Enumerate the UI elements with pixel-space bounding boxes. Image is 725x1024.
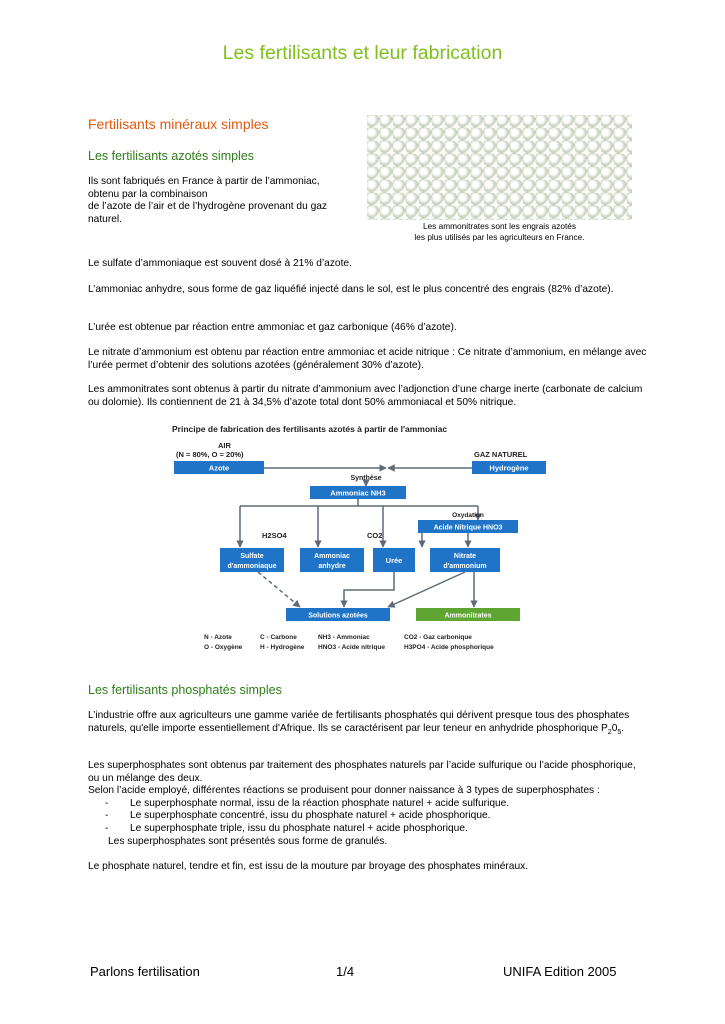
- legend-item: H - Hydrogène: [260, 644, 305, 651]
- footer-page-number: 1/4: [336, 964, 355, 979]
- azotes-paragraph: Le nitrate d’ammonium est obtenu par réaction entre ammoniac et acide nitrique : Ce nitrate d’ammonium, en mélange avec l’urée permet d’obtenir des solutions azotées (généralement 30% d’azote).: [88, 347, 647, 371]
- azotes-paragraph: Le sulfate d’ammoniaque est souvent dosé à 21% d’azote.: [88, 258, 352, 269]
- diagram-title: Principe de fabrication des fertilisants azotés à partir de l'ammoniac: [172, 424, 448, 434]
- azotes-heading: Les fertilisants azotés simples: [88, 149, 255, 163]
- ammonitrate-photo: [367, 115, 632, 220]
- list-item: - Le superphosphate concentré, issu du phosphate naturel + acide phosphorique.: [88, 810, 648, 823]
- subscript: 5: [617, 728, 622, 736]
- sulfate-text: d'ammoniaque: [227, 563, 277, 570]
- intro-line: Ils sont fabriqués en France à partir de l’ammoniac,: [88, 176, 320, 187]
- azote-text: Azote: [208, 463, 230, 473]
- subscript: 2: [607, 728, 612, 736]
- azotes-paragraph: L’ammoniac anhydre, sous forme de gaz liquéfié injecté dans le sol, est le plus concentré des engrais (82% d’azote).: [88, 284, 614, 295]
- list-item: - Le superphosphate triple, issu du phosphate naturel + acide phosphorique.: [88, 823, 648, 836]
- photo-caption: [367, 221, 632, 243]
- sulfate-text: Sulfate: [240, 553, 264, 560]
- photo-caption-line: Les ammonitrates sont les engrais azotés: [422, 221, 577, 231]
- phosphates-text: .: [621, 722, 625, 734]
- legend-item: H3PO4 - Acide phosphorique: [404, 644, 494, 651]
- hydrogene-text: Hydrogène: [489, 463, 529, 473]
- azotes-intro: [88, 176, 358, 226]
- legend-item: NH3 - Ammoniac: [318, 634, 370, 641]
- phosphate-naturel-paragraph: Le phosphate naturel, tendre et fin, est issu de la mouture par broyage des phosphates minéraux.: [88, 861, 529, 872]
- h2so4-label: H2SO4: [262, 531, 287, 540]
- list-item: - Le superphosphate normal, issu de la réaction phosphate naturel + acide sulfurique.: [88, 798, 648, 811]
- legend-item: O - Oxygène: [204, 644, 243, 651]
- gaz-naturel-label: GAZ NATUREL: [474, 450, 528, 459]
- phosphates-text: L’industrie offre aux agriculteurs une gamme variée de fertilisants phosphatés qui dérivent presque tous des phosphates naturels, qu'elle importe essentiellement d'Afrique. Ils se caractérisent par leur teneur en anhydride phosphorique P: [88, 710, 630, 734]
- air-composition: (N = 80%, O = 20%): [176, 450, 244, 459]
- intro-line: naturel.: [88, 213, 122, 225]
- phosphates-text: 0: [611, 722, 618, 734]
- nitrate-text: Nitrate: [453, 553, 477, 560]
- ammonitrates-text: Ammonitrates: [444, 612, 492, 620]
- air-label: AIR: [218, 441, 231, 450]
- anhydre-text: anhydre: [318, 563, 346, 570]
- uree-text: Urée: [385, 556, 403, 565]
- superphosphate-list: [88, 798, 648, 836]
- superphosphates-line: Les superphosphates sont obtenus par traitement des phosphates naturels par l’acide sulfurique ou l’acide phosphorique, ou un mélange des deux.: [88, 760, 636, 784]
- list-note: Les superphosphates sont présentés sous forme de granulés.: [108, 835, 388, 847]
- phosphates-paragraph: [88, 710, 648, 739]
- section-title: Fertilisants minéraux simples: [88, 116, 269, 132]
- legend-item: CO2 - Gaz carbonique: [404, 634, 472, 641]
- footer-right: UNIFA Edition 2005: [503, 964, 617, 979]
- anhydre-text: Ammoniac: [314, 553, 350, 560]
- acide-nitrique-text: Acide Nitrique HNO3: [433, 524, 503, 532]
- legend-item: HNO3 - Acide nitrique: [318, 644, 385, 651]
- solutions-text: Solutions azotées: [308, 612, 368, 620]
- azotes-paragraph: Les ammonitrates sont obtenus à partir du nitrate d’ammonium avec l’adjonction d’une charge inerte (carbonate de calcium ou dolomie). Ils contiennent de 21 à 34,5% d’azote total dont 50% ammoniacal et 50% nitrique.: [88, 384, 643, 408]
- superphosphates-line: Selon l’acide employé, différentes réactions se produisent pour donner naissance à 3 types de superphosphates :: [88, 785, 600, 797]
- phosphates-heading: Les fertilisants phosphatés simples: [88, 683, 282, 697]
- ammonia-process-diagram: [168, 420, 548, 660]
- legend-item: N - Azote: [204, 634, 232, 641]
- legend-item: C - Carbone: [260, 634, 297, 641]
- superphosphates-paragraph: [88, 760, 648, 848]
- nitrate-text: d'ammonium: [443, 563, 487, 570]
- intro-line: de l’azote de l’air et de l’hydrogène provenant du gaz: [88, 201, 328, 213]
- page-title: Les fertilisants et leur fabrication: [222, 42, 503, 64]
- synthese-label: Synthèse: [350, 475, 382, 482]
- footer-left: Parlons fertilisation: [90, 964, 200, 979]
- azotes-paragraph: L’urée est obtenue par réaction entre ammoniac et gaz carbonique (46% d’azote).: [88, 322, 457, 333]
- co2-label: CO2: [367, 531, 383, 540]
- intro-line: obtenu par la combinaison: [88, 188, 208, 200]
- ammoniac-text: Ammoniac NH3: [330, 488, 386, 498]
- oxydation-label: Oxydation: [452, 512, 484, 519]
- photo-caption-line: les plus utilisés par les agriculteurs en France.: [414, 232, 585, 242]
